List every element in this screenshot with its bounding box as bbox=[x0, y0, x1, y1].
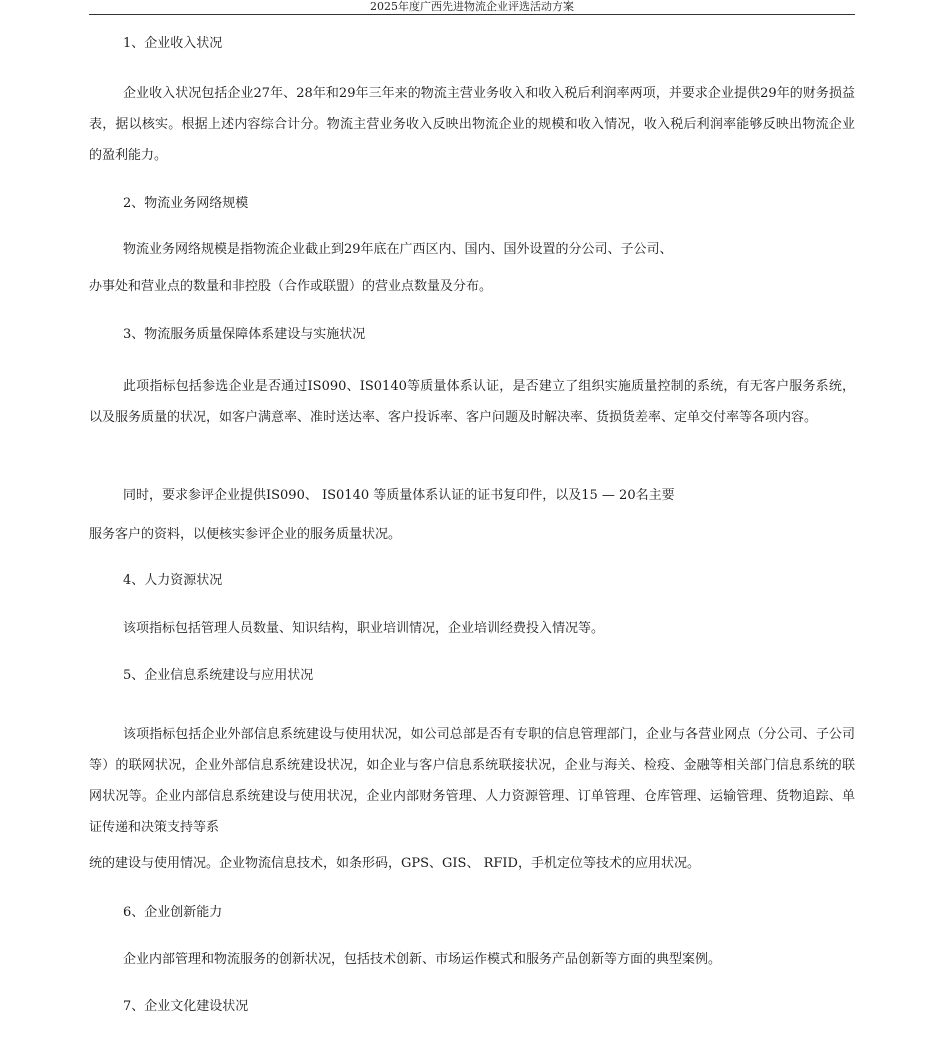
section-heading: 6、企业创新能力 bbox=[123, 905, 223, 920]
paragraph: 同时，要求参评企业提供IS090、 IS0140 等质量体系认证的证书复印件，以及15 — 20名主要 bbox=[123, 488, 675, 503]
running-header: 2025年度广西先进物流企业评选活动方案 bbox=[89, 0, 855, 15]
section-heading: 7、企业文化建设状况 bbox=[123, 999, 249, 1014]
section-heading: 2、物流业务网络规模 bbox=[123, 196, 249, 211]
section-heading: 5、企业信息系统建设与应用状况 bbox=[123, 668, 314, 683]
paragraph: 服务客户的资料，以便核实参评企业的服务质量状况。 bbox=[89, 527, 402, 542]
paragraph: 统的建设与使用情况。企业物流信息技术，如条形码，GPS、GIS、 RFID，手机定位等技术的应用状况。 bbox=[89, 856, 700, 871]
section-heading: 1、企业收入状况 bbox=[123, 36, 223, 51]
paragraph: 该项指标包括企业外部信息系统建设与使用状况，如公司总部是否有专职的信息管理部门，企业与各营业网点（分公司、子公司等）的联网状况，企业外部信息系统建设状况，如企业与客户信息系统联接状况，企业与海关、检疫、金融等相关部门信息系统的联网状况等。企业内部信息系统建设与使用状况，企业内部财务管理、人力资源管理、订单管理、仓库管理、运输管理、货物追踪、单证传递和决策支持等系 bbox=[89, 727, 855, 835]
paragraph: 该项指标包括管理人员数量、知识结构，职业培训情况，企业培训经费投入情况等。 bbox=[123, 621, 605, 636]
paragraph: 企业收入状况包括企业27年、28年和29年三年来的物流主营业务收入和收入税后利润率两项，并要求企业提供29年的财务损益表，据以核实。根据上述内容综合计分。物流主营业务收入反映出物流企业的规模和收入情况，收入税后利润率能够反映出物流企业的盈利能力。 bbox=[89, 86, 855, 163]
section-heading: 3、物流服务质量保障体系建设与实施状况 bbox=[123, 327, 366, 342]
paragraph: 企业内部管理和物流服务的创新状况，包括技术创新、市场运作模式和服务产品创新等方面的典型案例。 bbox=[123, 952, 722, 967]
paragraph: 物流业务网络规模是指物流企业截止到29年底在广西区内、国内、国外设置的分公司、子公司、 bbox=[123, 242, 673, 257]
paragraph: 此项指标包括参选企业是否通过IS090、IS0140等质量体系认证，是否建立了组织实施质量控制的系统，有无客户服务系统，以及服务质量的状况，如客户满意率、准时送达率、客户投诉率、客户问题及时解决率、货损货差率、定单交付率等各项内容。 bbox=[89, 379, 855, 425]
section-heading: 4、人力资源状况 bbox=[123, 573, 223, 588]
document-page bbox=[89, 0, 855, 1014]
paragraph: 办事处和营业点的数量和非控股（合作或联盟）的营业点数量及分布。 bbox=[89, 279, 493, 294]
